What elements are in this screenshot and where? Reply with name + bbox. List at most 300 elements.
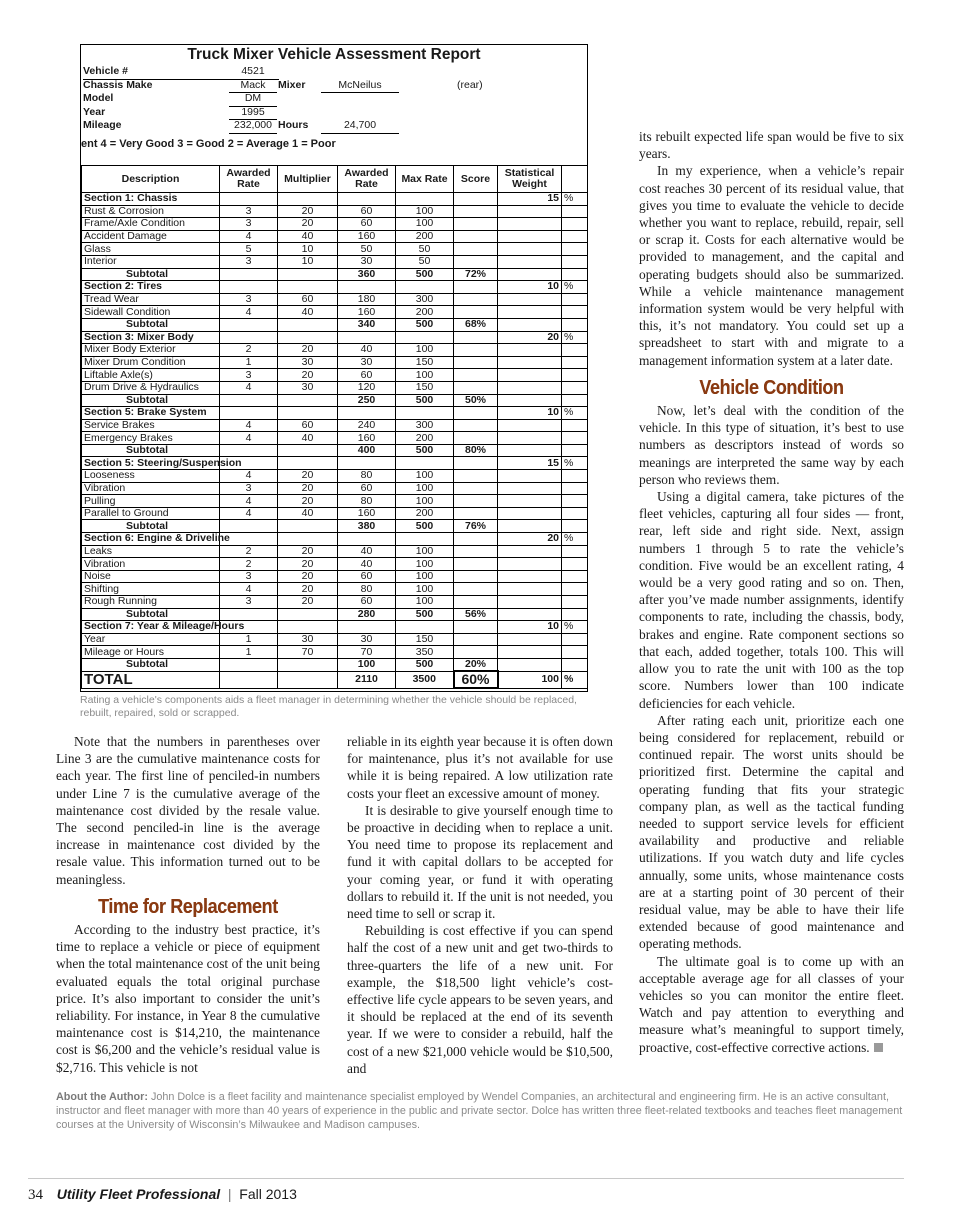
paragraph-text: The ultimate goal is to come up with an acceptable average age for all classes of your vehicles so you can monitor the entire fleet. Watch and pay attention to everything and measure what’s meaningful to support timely, proactive, cost-effective corrective actions.	[639, 953, 904, 1055]
table-row	[82, 293, 588, 306]
paragraph: reliable in its eighth year because it is often down for maintenance, plus it’s not available for use while it is being repaired. A low utilization rate costs your fleet an excessive amount of money.	[347, 734, 613, 801]
description-cell: Looseness	[82, 470, 220, 483]
awarded-rate-cell: 2	[220, 545, 278, 558]
multiplier-cell	[278, 281, 338, 294]
info-row-vehicle	[81, 65, 587, 79]
awarded-points-cell: 2110	[338, 671, 396, 688]
paragraph: In my experience, when a vehicle’s repair cost reaches 30 percent of its residual value, that gives you time to evaluate the vehicle to decide whether you want to replace, rebuild, repair, sell or scrap it. Costs for each alternative would be provided to management, and the capital and operating budgets should also be summarized. While a vehicle maintenance management information system would be very helpful with this, it’s not mandatory. You could set up a spreadsheet to start with and migrate to a management information system at a later date.	[639, 163, 904, 368]
paragraph: After rating each unit, prioritize each one being considered for replacement, rebuild or continued repair. The worst units should be prioritized first. Determine the capital and operating funding that fits your strategic company plan, as well as the tactical funding needed to support service levels for efficient availability and productive and reliable utilizations. If you watch duty and life cycles annually, some units, whose maintenance costs are at a starting point of 30 percent of their residual value, may be able to have their life extended because of good maintenance and operating methods.	[639, 712, 904, 952]
max-rate-cell: 100	[396, 545, 454, 558]
awarded-rate-cell	[220, 193, 278, 206]
hours-label: Hours	[278, 119, 309, 131]
percent-cell	[562, 583, 588, 596]
description-cell: Frame/Axle Condition	[82, 218, 220, 231]
multiplier-cell: 60	[278, 293, 338, 306]
awarded-points-cell: 360	[338, 268, 396, 281]
subtotal-row	[82, 268, 588, 281]
description-cell: Mileage or Hours	[82, 646, 220, 659]
awarded-points-cell	[338, 193, 396, 206]
issue-date: Fall 2013	[239, 1186, 297, 1202]
percent-cell	[562, 444, 588, 457]
end-mark-icon	[874, 1043, 883, 1052]
awarded-points-cell: 160	[338, 507, 396, 520]
multiplier-cell	[278, 520, 338, 533]
assessment-report-table	[80, 44, 588, 692]
subtotal-row	[82, 394, 588, 407]
description-cell: Mixer Drum Condition	[82, 356, 220, 369]
multiplier-cell	[278, 621, 338, 634]
multiplier-cell: 20	[278, 495, 338, 508]
description-cell: Tread Wear	[82, 293, 220, 306]
description-cell: Section 6: Engine & Driveline	[82, 533, 220, 546]
score-cell	[454, 344, 498, 357]
multiplier-cell	[278, 318, 338, 331]
description-cell: Vibration	[82, 482, 220, 495]
awarded-points-cell	[338, 621, 396, 634]
table-row	[82, 583, 588, 596]
percent-cell	[562, 293, 588, 306]
description-cell: Interior	[82, 255, 220, 268]
paragraph: Rebuilding is cost effective if you can spend half the cost of a new unit and get two-thirds to three-quarters the life of a new unit. For example, the $18,500 light vehicle’s cost-effective life cycle appears to be seven years, and it should be replaced at the end of its seventh year. If we were to consider a rebuild, half the cost of a new $21,000 vehicle would be $10,500, and	[347, 923, 613, 1076]
awarded-points-cell: 380	[338, 520, 396, 533]
score-cell	[454, 218, 498, 231]
max-rate-cell: 100	[396, 570, 454, 583]
score-cell: 80%	[454, 444, 498, 457]
multiplier-cell: 30	[278, 381, 338, 394]
max-rate-cell	[396, 533, 454, 546]
score-cell	[454, 243, 498, 256]
awarded-points-cell: 160	[338, 306, 396, 319]
multiplier-cell: 20	[278, 482, 338, 495]
col-header	[562, 166, 588, 193]
score-cell	[454, 356, 498, 369]
percent-cell	[562, 596, 588, 609]
max-rate-cell: 500	[396, 318, 454, 331]
multiplier-cell: 30	[278, 633, 338, 646]
awarded-points-cell: 30	[338, 633, 396, 646]
weight-cell	[498, 596, 562, 609]
max-rate-cell: 150	[396, 381, 454, 394]
score-cell: 76%	[454, 520, 498, 533]
awarded-points-cell: 250	[338, 394, 396, 407]
multiplier-cell: 10	[278, 243, 338, 256]
awarded-rate-cell: 3	[220, 293, 278, 306]
awarded-points-cell: 60	[338, 205, 396, 218]
weight-cell	[498, 218, 562, 231]
weight-cell: 10	[498, 621, 562, 634]
percent-cell: %	[562, 407, 588, 420]
info-row-mileage	[81, 119, 587, 133]
percent-cell	[562, 255, 588, 268]
weight-cell	[498, 255, 562, 268]
table-row	[82, 356, 588, 369]
percent-cell: %	[562, 621, 588, 634]
table-row	[82, 243, 588, 256]
mixer-value: McNeilus	[321, 79, 399, 94]
weight-cell: 10	[498, 407, 562, 420]
awarded-rate-cell: 4	[220, 432, 278, 445]
max-rate-cell	[396, 407, 454, 420]
weight-cell	[498, 583, 562, 596]
percent-cell	[562, 306, 588, 319]
multiplier-cell	[278, 457, 338, 470]
percent-cell: %	[562, 281, 588, 294]
table-row	[82, 570, 588, 583]
description-cell: Rough Running	[82, 596, 220, 609]
awarded-rate-cell	[220, 268, 278, 281]
vehicle-label: Vehicle #	[83, 65, 279, 80]
percent-cell	[562, 432, 588, 445]
multiplier-cell	[278, 444, 338, 457]
max-rate-cell: 100	[396, 369, 454, 382]
weight-cell	[498, 633, 562, 646]
mileage-value: 232,000	[229, 119, 277, 134]
max-rate-cell: 500	[396, 268, 454, 281]
heading-text: Time for Replacement	[98, 894, 278, 918]
multiplier-cell: 20	[278, 596, 338, 609]
max-rate-cell: 300	[396, 419, 454, 432]
weight-cell	[498, 482, 562, 495]
article-column-1	[56, 733, 320, 1076]
paragraph: It is desirable to give yourself enough time to be proactive in deciding when to replace a unit. You need time to propose its replacement and fund it with capital dollars to be accepted for your coming year, or fund it with operating dollars to rebuild it. If the unit is not needed, you need time to sell or scrap it.	[347, 802, 613, 922]
awarded-rate-cell	[220, 407, 278, 420]
awarded-rate-cell: 3	[220, 218, 278, 231]
score-cell	[454, 558, 498, 571]
percent-cell: %	[562, 331, 588, 344]
weight-cell	[498, 369, 562, 382]
awarded-points-cell	[338, 457, 396, 470]
section-row	[82, 621, 588, 634]
percent-cell	[562, 520, 588, 533]
multiplier-cell: 70	[278, 646, 338, 659]
multiplier-cell: 20	[278, 369, 338, 382]
year-value: 1995	[229, 106, 277, 121]
section-row	[82, 331, 588, 344]
awarded-rate-cell	[220, 671, 278, 688]
awarded-rate-cell: 4	[220, 381, 278, 394]
multiplier-cell: 30	[278, 356, 338, 369]
awarded-points-cell: 40	[338, 558, 396, 571]
max-rate-cell: 500	[396, 658, 454, 671]
awarded-rate-cell: 3	[220, 369, 278, 382]
weight-cell	[498, 570, 562, 583]
awarded-points-cell: 80	[338, 470, 396, 483]
percent-cell	[562, 507, 588, 520]
table-row	[82, 646, 588, 659]
mixer-note: (rear)	[457, 78, 483, 91]
max-rate-cell: 150	[396, 633, 454, 646]
percent-cell	[562, 608, 588, 621]
weight-cell	[498, 520, 562, 533]
max-rate-cell	[396, 331, 454, 344]
score-cell: 50%	[454, 394, 498, 407]
description-cell: Rust & Corrosion	[82, 205, 220, 218]
max-rate-cell: 100	[396, 558, 454, 571]
percent-cell	[562, 318, 588, 331]
score-cell	[454, 457, 498, 470]
section-row	[82, 193, 588, 206]
percent-cell	[562, 495, 588, 508]
max-rate-cell: 100	[396, 218, 454, 231]
weight-cell	[498, 293, 562, 306]
table-row	[82, 381, 588, 394]
awarded-points-cell: 100	[338, 658, 396, 671]
score-cell	[454, 193, 498, 206]
multiplier-cell: 40	[278, 230, 338, 243]
table-row	[82, 218, 588, 231]
awarded-points-cell: 160	[338, 230, 396, 243]
max-rate-cell: 500	[396, 520, 454, 533]
weight-cell	[498, 205, 562, 218]
table-row	[82, 470, 588, 483]
score-cell	[454, 533, 498, 546]
awarded-rate-cell: 3	[220, 570, 278, 583]
weight-cell: 15	[498, 457, 562, 470]
percent-cell	[562, 658, 588, 671]
awarded-points-cell: 180	[338, 293, 396, 306]
subtotal-row	[82, 444, 588, 457]
grid-header-row	[82, 166, 588, 193]
awarded-rate-cell: 1	[220, 633, 278, 646]
awarded-rate-cell: 3	[220, 596, 278, 609]
paragraph: Now, let’s deal with the condition of the vehicle. In this type of situation, it’s best to use numbers as descriptors instead of words so meanings are interpreted the same way by each person who reviews them.	[639, 403, 904, 487]
table-row	[82, 596, 588, 609]
percent-cell	[562, 419, 588, 432]
chassis-value: Mack	[229, 79, 277, 94]
awarded-rate-cell	[220, 281, 278, 294]
multiplier-cell: 20	[278, 218, 338, 231]
weight-cell	[498, 381, 562, 394]
weight-cell	[498, 356, 562, 369]
description-cell: Subtotal	[82, 608, 220, 621]
score-cell	[454, 570, 498, 583]
page-number: 34	[28, 1187, 43, 1203]
awarded-rate-cell	[220, 520, 278, 533]
percent-cell	[562, 570, 588, 583]
col-header: Multiplier	[278, 166, 338, 193]
multiplier-cell	[278, 268, 338, 281]
percent-cell	[562, 218, 588, 231]
percent-cell	[562, 230, 588, 243]
weight-cell: 15	[498, 193, 562, 206]
score-cell	[454, 230, 498, 243]
awarded-rate-cell: 4	[220, 470, 278, 483]
percent-cell	[562, 205, 588, 218]
report-title: Truck Mixer Vehicle Assessment Report	[187, 46, 481, 63]
awarded-points-cell: 30	[338, 356, 396, 369]
max-rate-cell: 200	[396, 230, 454, 243]
max-rate-cell: 200	[396, 306, 454, 319]
weight-cell: 20	[498, 331, 562, 344]
section-row	[82, 457, 588, 470]
section-heading-replacement	[56, 894, 320, 918]
score-cell	[454, 369, 498, 382]
awarded-rate-cell	[220, 658, 278, 671]
weight-cell	[498, 444, 562, 457]
col-header: Statistical Weight	[498, 166, 562, 193]
description-cell: Year	[82, 633, 220, 646]
description-cell: Accident Damage	[82, 230, 220, 243]
max-rate-cell: 200	[396, 507, 454, 520]
author-text: John Dolce is a fleet facility and maintenance specialist employed by Wendel Companies, an architectural and engineering firm. He is an active consultant, instructor and fleet manager with more than 40 years of experience in the public and private sector. Dolce has written three fleet-related textbooks and teaches fleet management courses at the University of Wisconsin’s Milwaukee and Madison campuses.	[56, 1091, 903, 1131]
vehicle-value: 4521	[241, 65, 265, 77]
percent-cell	[562, 344, 588, 357]
awarded-points-cell: 50	[338, 243, 396, 256]
score-cell: 60%	[454, 671, 498, 688]
percent-cell	[562, 482, 588, 495]
weight-cell	[498, 268, 562, 281]
percent-cell	[562, 633, 588, 646]
max-rate-cell: 500	[396, 394, 454, 407]
multiplier-cell: 40	[278, 432, 338, 445]
subtotal-row	[82, 318, 588, 331]
paragraph: Note that the numbers in parentheses over Line 3 are the cumulative maintenance costs for each year. The first line of penciled-in numbers under Line 7 is the cumulative average of the maintenance cost divided by the resale value. The second penciled-in line is the average increase in maintenance cost divided by the resale value. This information turned out to be meaningless.	[56, 734, 320, 887]
percent-cell	[562, 545, 588, 558]
author-bio	[56, 1090, 916, 1132]
table-row	[82, 558, 588, 571]
awarded-rate-cell: 3	[220, 205, 278, 218]
multiplier-cell: 20	[278, 205, 338, 218]
multiplier-cell	[278, 331, 338, 344]
score-cell	[454, 545, 498, 558]
score-cell: 68%	[454, 318, 498, 331]
table-row	[82, 432, 588, 445]
multiplier-cell	[278, 658, 338, 671]
weight-cell	[498, 318, 562, 331]
awarded-points-cell: 340	[338, 318, 396, 331]
table-row	[82, 230, 588, 243]
percent-cell	[562, 646, 588, 659]
percent-cell	[562, 394, 588, 407]
description-cell: Pulling	[82, 495, 220, 508]
year-label: Year	[83, 105, 106, 118]
score-cell	[454, 331, 498, 344]
percent-cell: %	[562, 193, 588, 206]
mileage-label: Mileage	[83, 119, 122, 131]
paragraph: Using a digital camera, take pictures of the fleet vehicles, capturing all four sides — front, rear, left side and right side. Next, assign numbers 1 through 5 to rate the vehicle’s condition. Five would be an excellent rating, 4 would be a very good rating and so on. Then, after you’ve made number assignments, identify components to rate, including the chassis, body, brakes and engine. Rate component sections so that each, added together, totals 100. This will allow you to rate the unit with 100 as the top score. Numbers lower than 100 indicate deficiencies for each vehicle.	[639, 489, 904, 711]
awarded-points-cell	[338, 281, 396, 294]
weight-cell	[498, 507, 562, 520]
description-cell: Subtotal	[82, 520, 220, 533]
description-cell: Section 2: Tires	[82, 281, 220, 294]
awarded-rate-cell	[220, 331, 278, 344]
description-cell: Subtotal	[82, 268, 220, 281]
vehicle-info	[81, 65, 587, 133]
awarded-rate-cell: 3	[220, 482, 278, 495]
multiplier-cell: 10	[278, 255, 338, 268]
description-cell: Section 7: Year & Mileage/Hours	[82, 621, 220, 634]
max-rate-cell	[396, 281, 454, 294]
info-row-year	[81, 106, 587, 120]
table-row	[82, 507, 588, 520]
score-cell	[454, 621, 498, 634]
multiplier-cell	[278, 193, 338, 206]
awarded-rate-cell: 4	[220, 230, 278, 243]
awarded-points-cell: 40	[338, 545, 396, 558]
score-cell	[454, 470, 498, 483]
awarded-points-cell: 40	[338, 344, 396, 357]
paragraph: According to the industry best practice, it’s time to replace a vehicle or piece of equipment when the total maintenance cost of the unit being evaluated equals the total original purchase price. It’s also important to consider the unit’s reliability. For instance, in Year 8 the cumulative maintenance cost is $14,210, the maintenance cost is $6,200 and the vehicle’s residual value is $2,716. This vehicle is not	[56, 922, 320, 1075]
section-row	[82, 281, 588, 294]
page-footer	[28, 1186, 297, 1204]
paragraph: its rebuilt expected life span would be five to six years.	[639, 129, 904, 162]
awarded-rate-cell: 3	[220, 255, 278, 268]
awarded-points-cell	[338, 331, 396, 344]
subtotal-row	[82, 608, 588, 621]
description-cell: Section 5: Steering/Suspension	[82, 457, 220, 470]
percent-cell	[562, 381, 588, 394]
max-rate-cell: 100	[396, 495, 454, 508]
awarded-rate-cell: 4	[220, 306, 278, 319]
max-rate-cell: 300	[396, 293, 454, 306]
author-label: About the Author:	[56, 1091, 148, 1103]
weight-cell: 100	[498, 671, 562, 688]
max-rate-cell: 100	[396, 205, 454, 218]
multiplier-cell: 20	[278, 583, 338, 596]
table-caption: Rating a vehicle's components aids a fleet manager in determining whether the vehicle should be replaced, rebuilt, repaired, sold or scrapped.	[80, 694, 577, 719]
description-cell: TOTAL	[82, 671, 220, 688]
multiplier-cell: 20	[278, 545, 338, 558]
score-cell: 20%	[454, 658, 498, 671]
table-row	[82, 495, 588, 508]
description-cell: Parallel to Ground	[82, 507, 220, 520]
table-row	[82, 545, 588, 558]
awarded-points-cell: 80	[338, 495, 396, 508]
description-cell: Liftable Axle(s)	[82, 369, 220, 382]
multiplier-cell: 20	[278, 558, 338, 571]
weight-cell	[498, 419, 562, 432]
multiplier-cell: 20	[278, 470, 338, 483]
description-cell: Service Brakes	[82, 419, 220, 432]
description-cell: Leaks	[82, 545, 220, 558]
awarded-points-cell	[338, 533, 396, 546]
awarded-points-cell: 160	[338, 432, 396, 445]
awarded-rate-cell: 4	[220, 507, 278, 520]
section-row	[82, 533, 588, 546]
weight-cell	[498, 344, 562, 357]
awarded-points-cell	[338, 407, 396, 420]
subtotal-row	[82, 520, 588, 533]
weight-cell	[498, 243, 562, 256]
percent-cell: %	[562, 671, 588, 688]
awarded-points-cell: 60	[338, 570, 396, 583]
multiplier-cell: 40	[278, 507, 338, 520]
score-cell: 56%	[454, 608, 498, 621]
rating-grid	[81, 165, 588, 689]
weight-cell	[498, 230, 562, 243]
multiplier-cell	[278, 671, 338, 688]
score-cell	[454, 596, 498, 609]
awarded-points-cell: 120	[338, 381, 396, 394]
max-rate-cell: 500	[396, 608, 454, 621]
weight-cell	[498, 658, 562, 671]
description-cell: Subtotal	[82, 444, 220, 457]
description-cell: Subtotal	[82, 318, 220, 331]
description-cell: Vibration	[82, 558, 220, 571]
max-rate-cell: 50	[396, 243, 454, 256]
awarded-points-cell: 60	[338, 369, 396, 382]
score-cell	[454, 583, 498, 596]
description-cell: Shifting	[82, 583, 220, 596]
awarded-rate-cell: 2	[220, 558, 278, 571]
max-rate-cell: 100	[396, 344, 454, 357]
awarded-points-cell: 60	[338, 218, 396, 231]
multiplier-cell: 40	[278, 306, 338, 319]
col-header: Awarded Rate	[220, 166, 278, 193]
multiplier-cell: 20	[278, 570, 338, 583]
table-row	[82, 369, 588, 382]
awarded-points-cell: 30	[338, 255, 396, 268]
